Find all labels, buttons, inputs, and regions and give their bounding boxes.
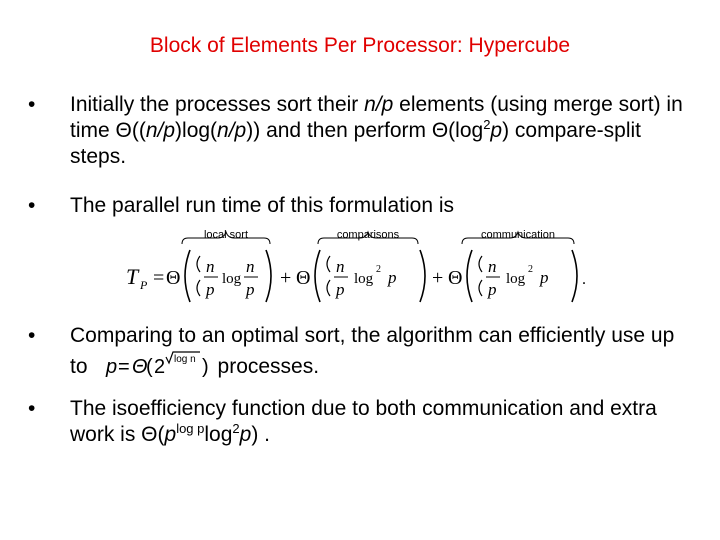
inline-paren-close: ) bbox=[201, 356, 209, 378]
slide-title: Block of Elements Per Processor: Hypercube bbox=[149, 34, 571, 57]
log-arg: p bbox=[388, 268, 397, 287]
text-segment: p bbox=[490, 119, 503, 142]
text-segment: )log( bbox=[175, 119, 218, 142]
term-local-sort bbox=[185, 250, 271, 302]
processor-bound-formula bbox=[104, 349, 216, 379]
formula-theta: Θ bbox=[296, 267, 311, 289]
inline-p: p bbox=[105, 356, 117, 378]
superscript: log p bbox=[176, 421, 205, 436]
text-segment: log bbox=[204, 423, 233, 446]
bullet-text bbox=[70, 92, 690, 170]
text-segment: Initially the processes sort their bbox=[70, 93, 365, 116]
bullet-text bbox=[70, 396, 690, 448]
text-segment: p bbox=[164, 423, 177, 446]
bullet-dot: • bbox=[28, 194, 36, 217]
inline-theta: Θ bbox=[131, 356, 148, 378]
text-segment: ) . bbox=[251, 423, 271, 446]
text-segment: The isoefficiency function due to both communication and extra work is Θ( bbox=[70, 397, 657, 446]
formula-plus: + bbox=[432, 267, 444, 289]
log-exponent: 2 bbox=[528, 264, 533, 275]
formula-lhs: T bbox=[126, 264, 139, 289]
formula-theta: Θ bbox=[448, 267, 463, 289]
label-local-sort: local sort bbox=[203, 229, 249, 241]
text-segment: n/p bbox=[217, 119, 247, 142]
log-text: log bbox=[354, 271, 374, 287]
bullet-text bbox=[70, 323, 690, 380]
frac-den: p bbox=[488, 280, 497, 299]
frac-num: n bbox=[206, 257, 215, 276]
log-exponent: 2 bbox=[376, 264, 381, 275]
frac-den: p bbox=[246, 280, 255, 299]
bullet-text: The parallel run time of this formulation is bbox=[70, 194, 454, 217]
formula-end-period: . bbox=[582, 271, 586, 288]
log-arg: p bbox=[540, 268, 549, 287]
term-communication bbox=[467, 250, 577, 302]
inline-two: 2 bbox=[153, 356, 165, 378]
text-segment: ) compare-split steps. bbox=[70, 119, 641, 168]
bullet-dot: • bbox=[28, 397, 36, 420]
inline-exp: log n bbox=[173, 354, 196, 365]
runtime-formula bbox=[120, 222, 600, 310]
text-segment: p bbox=[239, 423, 252, 446]
inline-eq: = bbox=[117, 356, 130, 378]
frac-num: n bbox=[246, 257, 255, 276]
text-segment: )) and then perform Θ(log bbox=[246, 119, 484, 142]
log-text: log bbox=[506, 271, 526, 287]
text-segment: Comparing to an optimal sort, the algorithm can efficiently use up to bbox=[70, 324, 675, 378]
label-comparisons: comparisons bbox=[336, 229, 400, 241]
log-text: log bbox=[222, 271, 242, 287]
inline-paren-open: ( bbox=[145, 356, 153, 378]
superscript: 2 bbox=[232, 421, 240, 436]
term-comparisons bbox=[315, 250, 425, 302]
text-segment: n/p bbox=[145, 119, 176, 142]
formula-plus: + bbox=[280, 267, 292, 289]
text-segment: elements (using merge sort) in time Θ(( bbox=[70, 93, 683, 142]
formula-lhs-sub: P bbox=[140, 278, 148, 292]
bullet-dot: • bbox=[28, 93, 36, 116]
bullet-dot: • bbox=[28, 324, 36, 347]
frac-num: n bbox=[336, 257, 345, 276]
frac-num: n bbox=[488, 257, 497, 276]
frac-den: p bbox=[206, 280, 215, 299]
formula-equals: = bbox=[153, 267, 165, 289]
label-communication: communication bbox=[481, 229, 555, 241]
text-segment: processes. bbox=[217, 355, 320, 378]
formula-theta: Θ bbox=[166, 267, 181, 289]
frac-den: p bbox=[336, 280, 345, 299]
text-segment: n/p bbox=[364, 93, 394, 116]
superscript: 2 bbox=[483, 117, 491, 132]
